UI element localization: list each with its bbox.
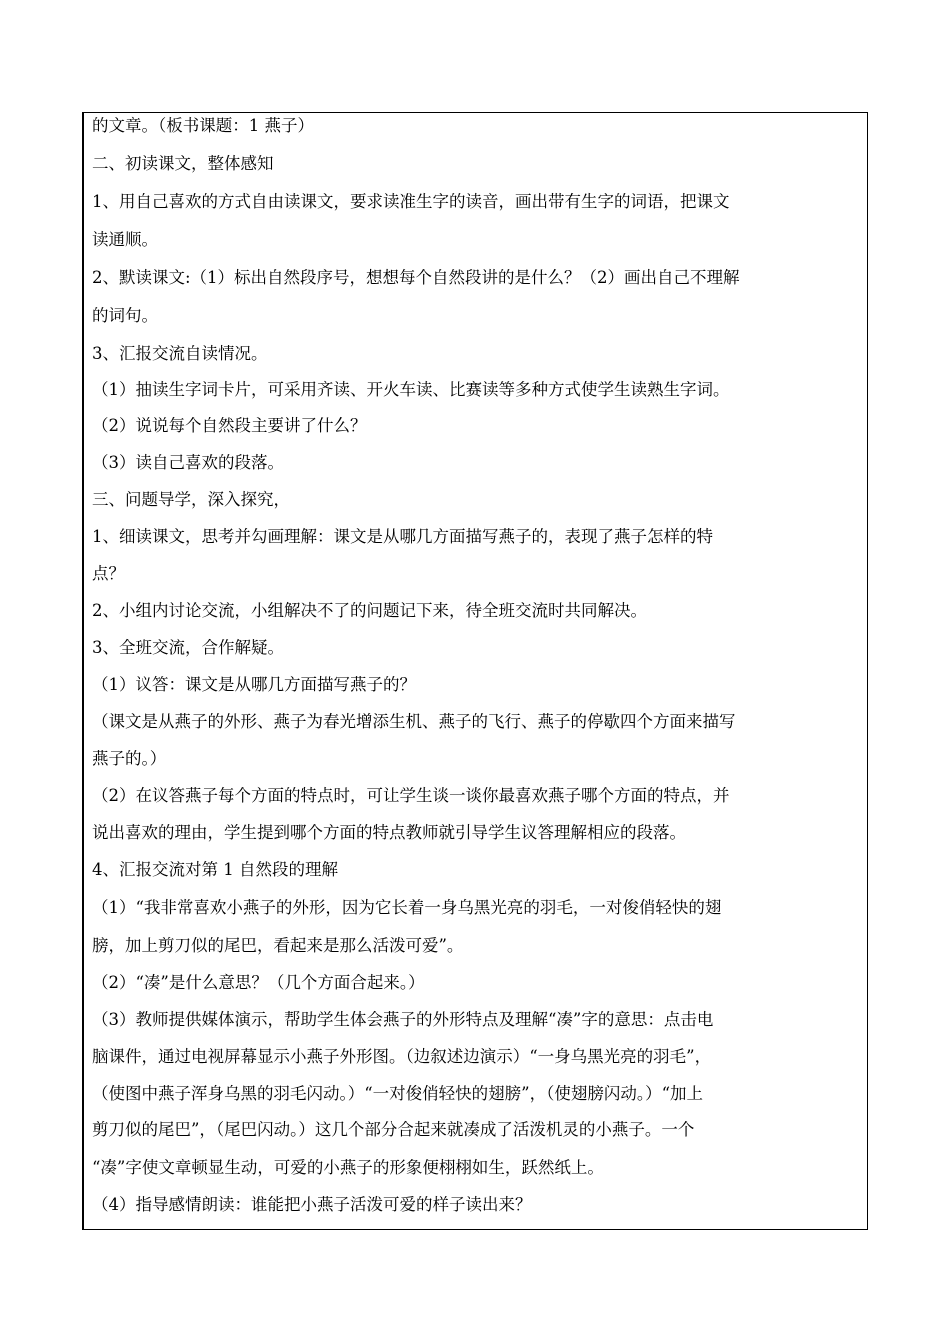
- text-line: 的文章。（板书课题：1 燕子）: [92, 116, 314, 135]
- text-line: “凑”字使文章顿显生动，可爱的小燕子的形象便栩栩如生，跃然纸上。: [92, 1158, 604, 1177]
- text-line: （3）教师提供媒体演示，帮助学生体会燕子的外形特点及理解“凑”字的意思：点击电: [92, 1010, 714, 1029]
- text-line: （1）抽读生字词卡片，可采用齐读、开火车读、比赛读等多种方式使学生读熟生字词。: [92, 380, 730, 399]
- text-line: 膀，加上剪刀似的尾巴，看起来是那么活泼可爱”。: [92, 936, 464, 955]
- text-line: 3、全班交流，合作解疑。: [92, 638, 284, 657]
- text-line: 1、细读课文，思考并勾画理解：课文是从哪几方面描写燕子的，表现了燕子怎样的特: [92, 527, 713, 546]
- text-line: 的词句。: [92, 306, 158, 325]
- text-line: （1）议答：课文是从哪几方面描写燕子的？: [92, 675, 416, 694]
- text-line: （1）“我非常喜欢小燕子的外形，因为它长着一身乌黑光亮的羽毛，一对俊俏轻快的翅: [92, 898, 722, 917]
- text-line: （2）“凑”是什么意思？（几个方面合起来。）: [92, 973, 425, 992]
- text-line: 1、用自己喜欢的方式自由读课文，要求读准生字的读音，画出带有生字的词语，把课文: [92, 192, 730, 211]
- text-line: （4）指导感情朗读：谁能把小燕子活泼可爱的样子读出来？: [92, 1195, 532, 1214]
- text-line: 燕子的。）: [92, 749, 167, 768]
- text-line: （使图中燕子浑身乌黑的羽毛闪动。）“一对俊俏轻快的翅膀”，（使翅膀闪动。）“加上: [92, 1084, 704, 1103]
- text-line: 2、小组内讨论交流，小组解决不了的问题记下来，待全班交流时共同解决。: [92, 601, 647, 620]
- text-line: 4、汇报交流对第 1 自然段的理解: [92, 860, 338, 879]
- text-line: （2）说说每个自然段主要讲了什么？: [92, 416, 367, 435]
- text-line: 读通顺。: [92, 230, 158, 249]
- text-line: 2、默读课文:（1）标出自然段序号，想想每个自然段讲的是什么？（2）画出自己不理解: [92, 268, 740, 287]
- text-line: （课文是从燕子的外形、燕子为春光增添生机、燕子的飞行、燕子的停歇四个方面来描写: [92, 712, 736, 731]
- text-line: （3）读自己喜欢的段落。: [92, 453, 284, 472]
- section-heading: 三、问题导学，深入探究，: [92, 490, 290, 509]
- text-line: 剪刀似的尾巴”，（尾巴闪动。）这几个部分合起来就凑成了活泼机灵的小燕子。一个: [92, 1120, 695, 1139]
- text-line: （2）在议答燕子每个方面的特点时，可让学生谈一谈你最喜欢燕子哪个方面的特点，并: [92, 786, 730, 805]
- text-line: 3、汇报交流自读情况。: [92, 344, 268, 363]
- text-line: 点？: [92, 564, 125, 583]
- text-line: 脑课件，通过电视屏幕显示小燕子外形图。（边叙述边演示）“一身乌黑光亮的羽毛”，: [92, 1047, 712, 1066]
- section-heading: 二、初读课文，整体感知: [92, 154, 274, 173]
- text-line: 说出喜欢的理由，学生提到哪个方面的特点教师就引导学生议答理解相应的段落。: [92, 823, 686, 842]
